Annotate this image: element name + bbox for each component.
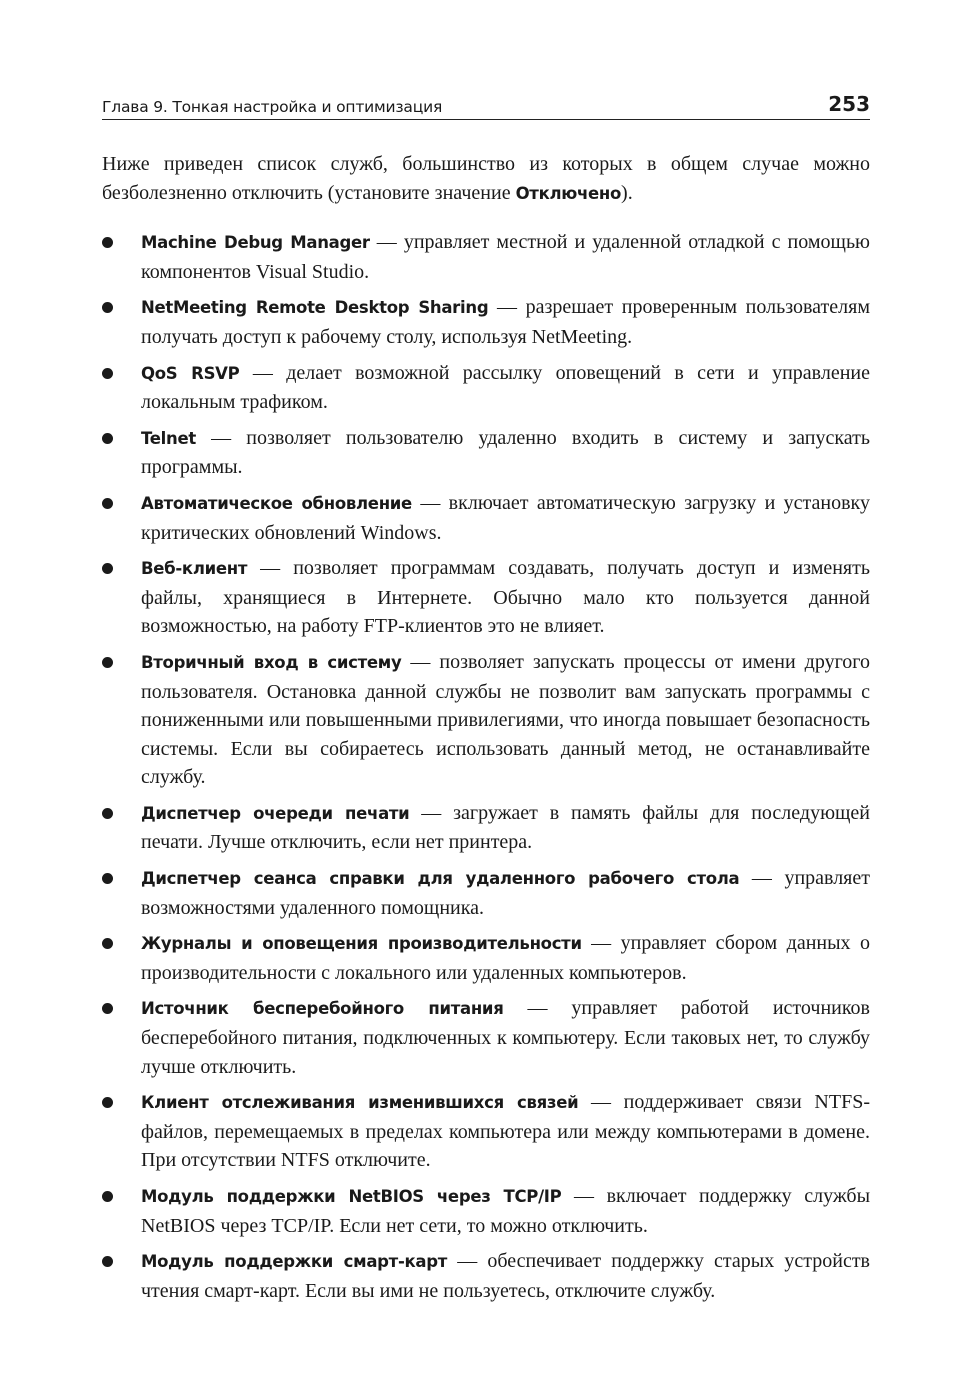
service-description: — поддерживает связи NTFS-файлов, перемещаемых в пределах компьютера или между компьютерами в домене. При отсутствии NTFS отключите.	[141, 1091, 870, 1172]
list-item	[102, 554, 870, 641]
service-name: Клиент отслеживания изменившихся связей	[141, 1093, 579, 1113]
bullet-icon	[102, 237, 113, 248]
service-name: Диспетчер сеанса справки для удаленного рабочего стола	[141, 869, 740, 889]
service-name: Модуль поддержки смарт-карт	[141, 1252, 448, 1272]
intro-paragraph	[102, 150, 870, 208]
list-item	[102, 293, 870, 351]
bullet-icon	[102, 498, 113, 509]
service-description: — разрешает проверенным пользователям получать доступ к рабочему столу, используя NetMeeting.	[141, 296, 870, 348]
service-name: Machine Debug Manager	[141, 233, 370, 253]
service-name: QoS RSVP	[141, 363, 240, 383]
service-description: — загружает в память файлы для последующей печати. Лучше отключить, если нет принтера.	[141, 801, 870, 854]
service-description: — позволяет программам создавать, получать доступ и изменять файлы, хранящиеся в Интернете. Обычно мало кто пользуется данной возможностью, на работу FTP-клиентов это не влияет.	[141, 557, 870, 638]
service-name: Журналы и оповещения производительности	[141, 934, 582, 954]
bullet-icon	[102, 873, 113, 884]
list-item	[102, 1247, 870, 1305]
bullet-icon	[102, 433, 113, 444]
chapter-title: Глава 9. Тонкая настройка и оптимизация	[102, 98, 443, 116]
intro-text-end: ).	[621, 181, 633, 204]
bullet-icon	[102, 302, 113, 313]
service-description: — включает поддержку службы NetBIOS через TCP/IP. Если нет сети, то можно отключить.	[141, 1185, 870, 1237]
book-page	[102, 88, 870, 1312]
service-description: — включает автоматическую загрузку и установку критических обновлений Windows.	[141, 491, 870, 544]
bullet-icon	[102, 1097, 113, 1108]
service-name: Источник бесперебойного питания	[141, 999, 504, 1019]
intro-emphasis: Отключено	[515, 183, 622, 203]
list-item	[102, 489, 870, 547]
list-item	[102, 1182, 870, 1240]
list-item	[102, 228, 870, 286]
list-item	[102, 799, 870, 857]
list-item	[102, 929, 870, 987]
service-description: — управляет работой источников бесперебойного питания, подключенных к компьютеру. Если таковых нет, то службу лучше отключить.	[141, 997, 870, 1078]
service-name: Автоматическое обновление	[141, 493, 412, 513]
service-description: — делает возможной рассылку оповещений в сети и управление локальным трафиком.	[141, 361, 870, 414]
running-header	[102, 88, 870, 120]
bullet-icon	[102, 368, 113, 379]
bullet-icon	[102, 657, 113, 668]
page-number: 253	[828, 92, 870, 116]
service-name: Диспетчер очереди печати	[141, 803, 410, 823]
intro-text: Ниже приведен список служб, большинство из которых в общем случае можно безболезненно отключить (установите значение	[102, 153, 870, 204]
service-name: Модуль поддержки NetBIOS через TCP/IP	[141, 1187, 562, 1206]
service-description: — управляет возможностями удаленного помощника.	[141, 867, 870, 919]
list-item	[102, 1088, 870, 1175]
service-description: — позволяет запускать процессы от имени другого пользователя. Остановка данной службы не позволит вам запускать программы с пониженными или повышенными привилегиями, что иногда повышает безопасность системы. Если вы собираетесь использовать данный метод, не останавливайте службу.	[141, 650, 870, 789]
service-description: — обеспечивает поддержку старых устройств чтения смарт-карт. Если вы ими не пользуетесь, отключите службу.	[141, 1250, 870, 1302]
service-list	[102, 228, 870, 1305]
service-name: Веб-клиент	[141, 559, 248, 579]
list-item	[102, 359, 870, 417]
service-name: NetMeeting Remote Desktop Sharing	[141, 298, 489, 318]
service-name: Вторичный вход в систему	[141, 652, 402, 672]
service-description: — управляет местной и удаленной отладкой с помощью компонентов Visual Studio.	[141, 231, 870, 283]
list-item	[102, 424, 870, 482]
bullet-icon	[102, 1003, 113, 1014]
service-description: — позволяет пользователю удаленно входить в систему и запускать программы.	[141, 426, 870, 479]
bullet-icon	[102, 938, 113, 949]
service-description: — управляет сбором данных о производительности с локального или удаленных компьютеров.	[141, 932, 870, 984]
list-item	[102, 648, 870, 792]
list-item	[102, 994, 870, 1081]
list-item	[102, 864, 870, 922]
bullet-icon	[102, 808, 113, 819]
bullet-icon	[102, 1191, 113, 1202]
bullet-icon	[102, 563, 113, 574]
bullet-icon	[102, 1256, 113, 1267]
service-name: Telnet	[141, 428, 196, 448]
